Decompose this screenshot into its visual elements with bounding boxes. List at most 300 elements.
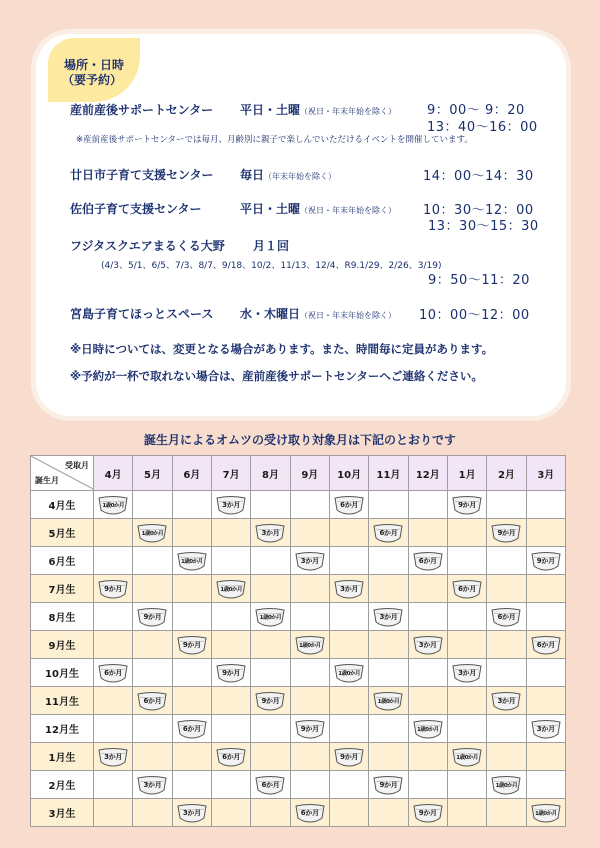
birth-month-label: 12月生 (31, 715, 94, 743)
diaper-age-label: 6か月 (536, 640, 555, 649)
diaper-age-label: 6か月 (222, 752, 241, 761)
schedule-cell (329, 659, 368, 687)
birth-month-label: 1月生 (31, 743, 94, 771)
table-row (31, 771, 566, 799)
schedule-cell (487, 575, 526, 603)
diaper-icon (98, 579, 128, 599)
table-header-row (31, 456, 566, 491)
schedule-cell (290, 715, 329, 743)
badge-title: 場所・日時 (64, 58, 125, 72)
schedule-cell (369, 575, 408, 603)
schedule-cell (329, 771, 368, 799)
diaper-age-label: 9か月 (458, 500, 477, 509)
diaper-age-label: 3か月 (418, 640, 437, 649)
schedule-cell (526, 715, 565, 743)
schedule-cell (94, 771, 133, 799)
schedule-cell (487, 547, 526, 575)
diaper-icon (452, 495, 482, 515)
month-header: 9月 (290, 456, 329, 491)
schedule-cell (211, 799, 250, 827)
schedule-cell (251, 631, 290, 659)
schedule-cell (447, 799, 486, 827)
schedule-cell (94, 743, 133, 771)
schedule-cell (526, 743, 565, 771)
caution-reservation: ※予約が一杯で取れない場合は、産前産後サポートセンターへご連絡ください。 (70, 369, 483, 383)
schedule-cell (408, 603, 447, 631)
diaper-schedule-table (30, 455, 566, 827)
diaper-age-label: 9か月 (261, 696, 280, 705)
schedule-cell (487, 519, 526, 547)
schedule-cell (251, 715, 290, 743)
schedule-cell (133, 687, 172, 715)
month-header: 10月 (329, 456, 368, 491)
table-row (31, 575, 566, 603)
schedule-cell (94, 547, 133, 575)
schedule-cell (211, 575, 250, 603)
schedule-cell (133, 659, 172, 687)
schedule-cell (447, 519, 486, 547)
diaper-icon (137, 523, 167, 543)
month-header: 11月 (369, 456, 408, 491)
diaper-icon (334, 663, 364, 683)
schedule-cell (369, 771, 408, 799)
schedule-cell (369, 547, 408, 575)
diaper-icon (531, 635, 561, 655)
schedule-cell (329, 687, 368, 715)
schedule-cell (447, 603, 486, 631)
schedule-cell (487, 771, 526, 799)
table-title: 誕生月によるオムツの受け取り対象月は下記のとおりです (143, 433, 456, 447)
schedule-cell (408, 491, 447, 519)
schedule-cell (329, 715, 368, 743)
schedule-cell (408, 771, 447, 799)
diaper-age-label: 9か月 (300, 724, 319, 733)
diaper-age-label: 3か月 (536, 724, 555, 733)
diaper-icon (531, 551, 561, 571)
schedule-cell (290, 603, 329, 631)
diaper-age-label: 1歳0か月 (259, 614, 282, 621)
diaper-icon (177, 719, 207, 739)
birth-month-label: 11月生 (31, 687, 94, 715)
birth-month-label: 5月生 (31, 519, 94, 547)
table-row (31, 659, 566, 687)
schedule-cell (290, 771, 329, 799)
diaper-icon (452, 579, 482, 599)
schedule-cell (447, 687, 486, 715)
schedule-cell (329, 519, 368, 547)
diaper-age-label: 6か月 (143, 696, 162, 705)
diaper-icon (491, 775, 521, 795)
schedule-cell (211, 631, 250, 659)
table-row (31, 491, 566, 519)
diaper-age-label: 6か月 (497, 612, 516, 621)
diaper-icon (531, 719, 561, 739)
diaper-age-label: 1歳0か月 (456, 754, 478, 761)
diaper-age-label: 3か月 (104, 752, 123, 761)
schedule-cell (94, 799, 133, 827)
schedule-cell (290, 575, 329, 603)
schedule-cell (447, 547, 486, 575)
corner-label-birth: 誕生月 (35, 476, 59, 485)
schedule-cell (251, 687, 290, 715)
diaper-age-label: 6か月 (379, 528, 398, 537)
diaper-age-label: 3か月 (143, 780, 162, 789)
schedule-cell (487, 687, 526, 715)
schedule-cell (211, 715, 250, 743)
schedule-cell (172, 687, 211, 715)
schedule-cell (172, 603, 211, 631)
schedule-cell (526, 547, 565, 575)
schedule-cell (329, 547, 368, 575)
birth-month-label: 3月生 (31, 799, 94, 827)
schedule-cell (172, 743, 211, 771)
birth-month-label: 4月生 (31, 491, 94, 519)
diaper-age-label: 6か月 (261, 780, 280, 789)
schedule-cell (526, 631, 565, 659)
diaper-icon (295, 803, 325, 823)
diaper-icon (491, 607, 521, 627)
diaper-icon (334, 747, 364, 767)
schedule-cell (133, 491, 172, 519)
schedule-cell (487, 603, 526, 631)
schedule-cell (487, 631, 526, 659)
month-header: 12月 (408, 456, 447, 491)
diaper-age-label: 3か月 (458, 668, 477, 677)
location-name-3: 佐伯子育て支援センター (70, 202, 202, 216)
diaper-age-label: 6か月 (104, 668, 123, 677)
schedule-cell (369, 743, 408, 771)
diaper-age-label: 9か月 (222, 668, 241, 677)
schedule-cell (211, 771, 250, 799)
table-row (31, 631, 566, 659)
schedule-cell (369, 659, 408, 687)
diaper-age-label: 6か月 (182, 724, 201, 733)
table-row (31, 603, 566, 631)
birth-month-label: 9月生 (31, 631, 94, 659)
month-header: 6月 (172, 456, 211, 491)
birth-month-label: 2月生 (31, 771, 94, 799)
schedule-cell (447, 575, 486, 603)
month-header: 8月 (251, 456, 290, 491)
diaper-age-label: 1歳0か月 (180, 558, 203, 565)
schedule-cell (447, 743, 486, 771)
diaper-age-label: 9か月 (418, 808, 437, 817)
diaper-age-label: 1歳0か月 (220, 586, 242, 593)
schedule-cell (369, 631, 408, 659)
schedule-cell (133, 603, 172, 631)
table-row (31, 547, 566, 575)
schedule-cell (133, 771, 172, 799)
schedule-cell (408, 519, 447, 547)
diaper-icon (373, 775, 403, 795)
location-name-1: 産前産後サポートセンター (70, 103, 214, 117)
diaper-age-label: 9か月 (536, 556, 555, 565)
schedule-cell (408, 743, 447, 771)
schedule-cell (94, 715, 133, 743)
schedule-cell (133, 715, 172, 743)
schedule-cell (290, 743, 329, 771)
schedule-cell (329, 799, 368, 827)
schedule-cell (369, 603, 408, 631)
location-days-note-1: （祝日・年末年始を除く） (300, 107, 397, 116)
schedule-cell (369, 519, 408, 547)
month-header: 5月 (133, 456, 172, 491)
caution-schedule: ※日時については、変更となる場合があります。また、時間毎に定員があります。 (70, 342, 494, 356)
location-days-3: 平日・土曜（祝日・年末年始を除く） (240, 202, 397, 216)
diaper-age-label: 1歳0か月 (338, 670, 360, 677)
schedule-cell (526, 519, 565, 547)
diaper-icon (413, 803, 443, 823)
birth-month-label: 8月生 (31, 603, 94, 631)
table-row (31, 687, 566, 715)
schedule-cell (329, 743, 368, 771)
schedule-cell (290, 491, 329, 519)
schedule-cell (211, 519, 250, 547)
location-days-note-2: （年末年始を除く） (264, 172, 337, 181)
diaper-age-label: 9か月 (104, 584, 123, 593)
schedule-cell (94, 575, 133, 603)
location-name-4: フジタスクエアまるくる大野 (70, 239, 225, 253)
diaper-age-label: 3か月 (300, 556, 319, 565)
schedule-cell (211, 547, 250, 575)
schedule-cell (487, 799, 526, 827)
diaper-icon (491, 523, 521, 543)
location-days-note-3: （祝日・年末年始を除く） (300, 206, 397, 215)
schedule-cell (94, 491, 133, 519)
diaper-icon (137, 607, 167, 627)
diaper-icon (177, 803, 207, 823)
diaper-age-label: 9か月 (143, 612, 162, 621)
schedule-cell (172, 491, 211, 519)
schedule-cell (526, 575, 565, 603)
diaper-age-label: 1歳0か月 (102, 502, 124, 509)
schedule-cell (329, 491, 368, 519)
schedule-cell (487, 491, 526, 519)
schedule-cell (408, 547, 447, 575)
schedule-cell (211, 491, 250, 519)
schedule-cell (526, 687, 565, 715)
diaper-age-label: 1歳0か月 (141, 530, 164, 537)
diaper-age-label: 3か月 (222, 500, 241, 509)
schedule-cell (172, 771, 211, 799)
diaper-icon (413, 719, 443, 739)
diaper-age-label: 3か月 (182, 808, 201, 817)
schedule-cell (94, 603, 133, 631)
schedule-cell (251, 743, 290, 771)
schedule-cell (251, 603, 290, 631)
corner-label-receive: 受取月 (65, 461, 89, 470)
schedule-cell (251, 771, 290, 799)
birth-month-label: 6月生 (31, 547, 94, 575)
schedule-cell (447, 491, 486, 519)
diaper-icon (373, 691, 403, 711)
schedule-cell (408, 687, 447, 715)
schedule-cell (369, 799, 408, 827)
diaper-age-label: 6か月 (418, 556, 437, 565)
diaper-icon (98, 495, 128, 515)
diaper-icon (413, 551, 443, 571)
schedule-cell (133, 547, 172, 575)
diaper-icon (295, 719, 325, 739)
diaper-age-label: 1歳0か月 (495, 782, 518, 789)
schedule-cell (369, 687, 408, 715)
diaper-icon (334, 579, 364, 599)
schedule-cell (251, 519, 290, 547)
schedule-cell (211, 687, 250, 715)
diaper-age-label: 6か月 (340, 500, 359, 509)
schedule-cell (408, 715, 447, 743)
diaper-age-label: 3か月 (340, 584, 359, 593)
diaper-icon (216, 663, 246, 683)
diaper-age-label: 3か月 (379, 612, 398, 621)
schedule-cell (487, 715, 526, 743)
location-time-5: 10：00～12：00 (419, 308, 530, 323)
location-time-3a: 10：30～12：00 (423, 203, 534, 218)
location-time-3b: 13：30～15：30 (428, 219, 539, 234)
schedule-cell (172, 631, 211, 659)
month-header: 2月 (487, 456, 526, 491)
table-body (31, 491, 566, 827)
schedule-cell (290, 547, 329, 575)
schedule-cell (369, 491, 408, 519)
birth-month-label: 10月生 (31, 659, 94, 687)
schedule-cell (290, 687, 329, 715)
schedule-cell (408, 799, 447, 827)
diaper-age-label: 1歳0か月 (298, 642, 321, 649)
schedule-cell (526, 771, 565, 799)
diaper-age-label: 9か月 (182, 640, 201, 649)
table-row (31, 519, 566, 547)
location-time-1a: 9：00～ 9：20 (427, 103, 525, 118)
diaper-icon (255, 523, 285, 543)
schedule-cell (211, 659, 250, 687)
diaper-icon (295, 635, 325, 655)
schedule-cell (447, 771, 486, 799)
diaper-icon (373, 607, 403, 627)
schedule-cell (94, 659, 133, 687)
schedule-cell (447, 631, 486, 659)
diaper-icon (216, 747, 246, 767)
schedule-cell (329, 631, 368, 659)
diaper-icon (216, 579, 246, 599)
diaper-icon (531, 803, 561, 823)
schedule-cell (211, 743, 250, 771)
diaper-icon (255, 775, 285, 795)
schedule-cell (94, 631, 133, 659)
schedule-cell (133, 631, 172, 659)
schedule-cell (251, 575, 290, 603)
schedule-cell (329, 603, 368, 631)
support-note: ※産前産後サポートセンターでは毎月、月齢別に親子で楽しんでいただけるイベントを開催しています。 (76, 135, 473, 145)
diaper-icon (255, 691, 285, 711)
schedule-cell (526, 659, 565, 687)
diaper-icon (98, 747, 128, 767)
location-days-note-5: （祝日・年末年始を除く） (300, 311, 397, 320)
diaper-age-label: 6か月 (300, 808, 319, 817)
diaper-icon (413, 635, 443, 655)
diaper-age-label: 1歳0か月 (416, 726, 439, 733)
diaper-icon (295, 551, 325, 571)
schedule-cell (251, 799, 290, 827)
schedule-cell (329, 575, 368, 603)
diaper-icon (373, 523, 403, 543)
table-row (31, 743, 566, 771)
diaper-icon (491, 691, 521, 711)
diaper-icon (334, 495, 364, 515)
month-header: 7月 (211, 456, 250, 491)
diaper-icon (177, 551, 207, 571)
schedule-cell (172, 715, 211, 743)
schedule-cell (447, 715, 486, 743)
diaper-icon (137, 691, 167, 711)
schedule-cell (251, 491, 290, 519)
diaper-age-label: 3か月 (497, 696, 516, 705)
schedule-cell (487, 659, 526, 687)
location-days-1: 平日・土曜（祝日・年末年始を除く） (240, 103, 397, 117)
badge-subtitle: （要予約） (62, 73, 123, 87)
schedule-cell (290, 799, 329, 827)
location-name-5: 宮島子育てほっとスペース (70, 307, 214, 321)
schedule-cell (94, 687, 133, 715)
schedule-cell (211, 603, 250, 631)
diaper-age-label: 1歳0か月 (534, 810, 557, 817)
diaper-age-label: 9か月 (379, 780, 398, 789)
schedule-cell (133, 519, 172, 547)
location-time-4: 9：50～11：20 (428, 273, 530, 288)
diaper-age-label: 9か月 (340, 752, 359, 761)
schedule-cell (369, 715, 408, 743)
schedule-cell (526, 491, 565, 519)
schedule-cell (290, 631, 329, 659)
schedule-cell (487, 743, 526, 771)
schedule-cell (447, 659, 486, 687)
schedule-cell (133, 575, 172, 603)
schedule-cell (526, 603, 565, 631)
month-header: 3月 (526, 456, 565, 491)
schedule-cell (251, 547, 290, 575)
location-days-2: 毎日（年末年始を除く） (240, 168, 337, 182)
schedule-cell (408, 575, 447, 603)
schedule-cell (408, 659, 447, 687)
schedule-cell (172, 799, 211, 827)
location-time-2: 14：00～14：30 (423, 169, 534, 184)
schedule-cell (172, 547, 211, 575)
diaper-icon (452, 747, 482, 767)
diaper-icon (216, 495, 246, 515)
diaper-icon (452, 663, 482, 683)
schedule-cell (290, 519, 329, 547)
corner-cell (31, 456, 94, 491)
birth-month-label: 7月生 (31, 575, 94, 603)
diaper-age-label: 3か月 (261, 528, 280, 537)
table-row (31, 715, 566, 743)
schedule-cell (133, 743, 172, 771)
schedule-cell (172, 519, 211, 547)
diaper-icon (137, 775, 167, 795)
diaper-icon (98, 663, 128, 683)
schedule-cell (526, 799, 565, 827)
diaper-age-label: 6か月 (458, 584, 477, 593)
diaper-icon (177, 635, 207, 655)
schedule-cell (290, 659, 329, 687)
location-name-2: 廿日市子育て支援センター (70, 168, 214, 182)
location-days-4: 月１回 (253, 239, 290, 253)
schedule-cell (408, 631, 447, 659)
month-header: 1月 (447, 456, 486, 491)
location-time-1b: 13：40～16：00 (427, 120, 538, 135)
table-row (31, 799, 566, 827)
diaper-icon (255, 607, 285, 627)
